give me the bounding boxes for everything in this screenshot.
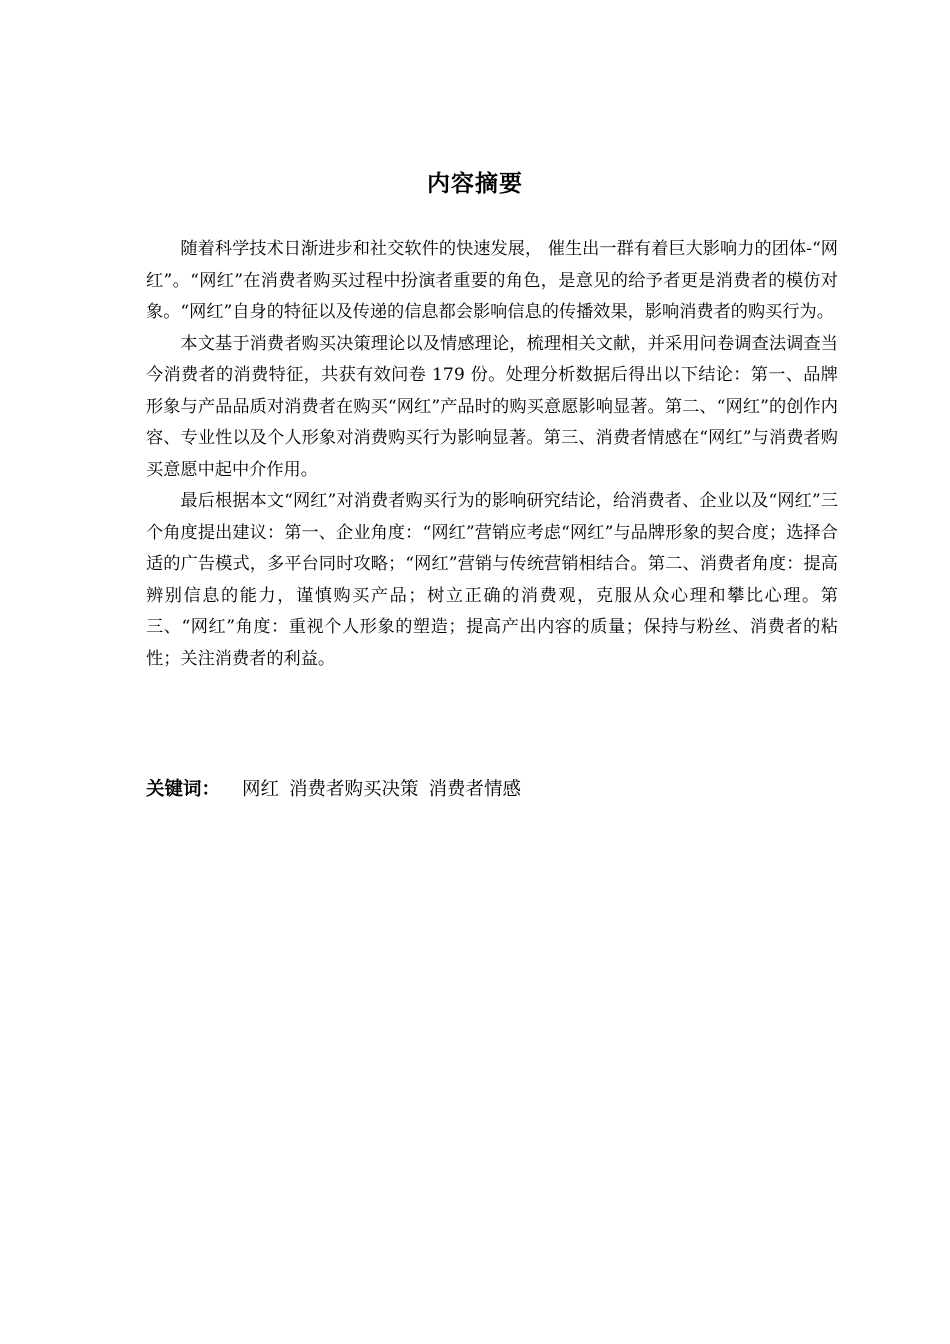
abstract-title: 内容摘要 bbox=[427, 171, 523, 197]
abstract-paragraph-1: 随着科学技术日渐进步和社交软件的快速发展， 催生出一群有着巨大影响力的团体-“网红”。“网红”在消费者购买过程中扮演者重要的角色，是意见的给予者更是消费者的模仿对象。“网红”自身的特征以及传递的信息都会影响信息的传播效果，影响消费者的购买行为。 bbox=[146, 239, 838, 322]
keyword-2: 消费者购买决策 bbox=[289, 779, 419, 800]
abstract-paragraph-2: 本文基于消费者购买决策理论以及情感理论，梳理相关文献，并采用问卷调查法调查当今消费者的消费特征，共获有效问卷 179 份。处理分析数据后得出以下结论：第一、品牌形象与产品品质对消费者在购买“网红”产品时的购买意愿影响显著。第二、“网红”的创作内容、专业性以及个人形象对消费购买行为影响显著。第三、消费者情感在“网红”与消费者购买意愿中起中介作用。 bbox=[146, 333, 838, 480]
keyword-1: 网红 bbox=[242, 779, 280, 800]
abstract-body bbox=[146, 234, 838, 675]
abstract-paragraph-3: 最后根据本文“网红”对消费者购买行为的影响研究结论，给消费者、企业以及“网红”三个角度提出建议：第一、企业角度：“网红”营销应考虑“网红”与品牌形象的契合度；选择合适的广告模式，多平台同时攻略；“网红”营销与传统营销相结合。第二、消费者角度：提高辨别信息的能力，谨慎购买产品；树立正确的消费观，克服从众心理和攀比心理。第三、“网红”角度：重视个人形象的塑造；提高产出内容的质量；保持与粉丝、消费者的粘性；关注消费者的利益。 bbox=[146, 491, 838, 669]
keywords-line bbox=[146, 774, 838, 806]
keywords-label: 关键词： bbox=[146, 779, 221, 800]
keyword-3: 消费者情感 bbox=[428, 779, 522, 800]
